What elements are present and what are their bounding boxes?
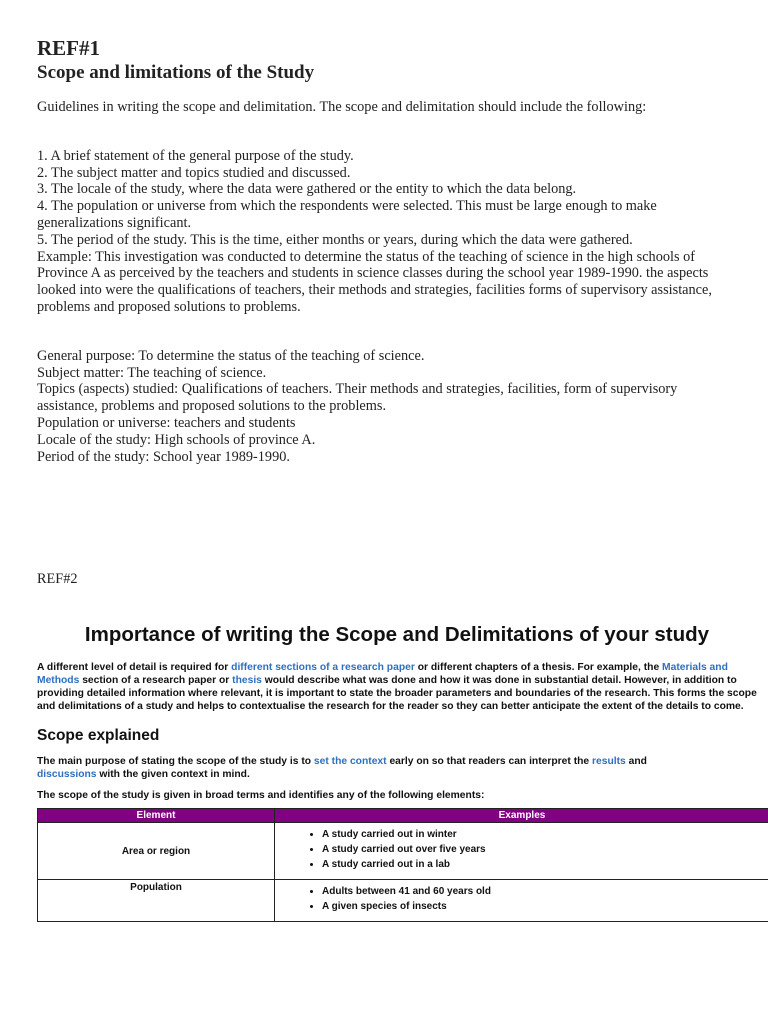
- set-context-link[interactable]: set the context: [313, 756, 387, 767]
- table-row: [38, 880, 768, 922]
- sections-link[interactable]: different sections of a research paper: [231, 662, 415, 673]
- guidelines-list: [37, 148, 737, 316]
- thesis-link[interactable]: thesis: [232, 675, 262, 686]
- list-item: 1. A brief statement of the general purpose of the study.: [37, 147, 354, 164]
- ref2-section: [37, 620, 757, 922]
- list-item: 4. The population or universe from which the respondents were selected. This must be large enough to make generalizations significant.: [37, 198, 657, 231]
- summary-line: Period of the study: School year 1989-1990.: [37, 448, 290, 465]
- list-item: 2. The subject matter and topics studied and discussed.: [37, 164, 351, 181]
- intro-paragraph: A different level of detail is required for different sections of a research paper or different chapters of a thesis. For example, the Materials and Methods section of a research paper or thesis would describe what was done and how it was done in substantial detail. However, in addition to providing detailed information where relevant, it is important to state the broader parameters and boundaries of the research. This forms the scope and delimitations of a study and helps to contextualise the research for the reader so they can better anticipate the extent of the details to come.: [37, 662, 757, 712]
- scope-heading: Scope explained: [37, 727, 160, 744]
- summary-line: General purpose: To determine the status of the teaching of science.: [37, 347, 425, 364]
- examples-cell: [275, 880, 768, 922]
- summary-line: Subject matter: The teaching of science.: [37, 364, 267, 381]
- ref1-section: [37, 36, 737, 465]
- example-item: • A study carried out over five years: [322, 842, 768, 857]
- results-link[interactable]: results: [592, 756, 626, 767]
- list-item: 5. The period of the study. This is the time, either months or years, during which the data were gathered.: [37, 231, 633, 248]
- importance-heading: Importance of writing the Scope and Delimitations of your study: [84, 623, 710, 646]
- list-item: 3. The locale of the study, where the data were gathered or the entity to which the data belong.: [37, 181, 577, 198]
- ref1-label: REF#1: [37, 36, 100, 60]
- header-examples: Examples: [275, 809, 768, 823]
- header-element: Element: [38, 809, 275, 823]
- ref2-label: REF#2: [37, 571, 78, 587]
- summary-block: [37, 348, 737, 466]
- example-item: • A given species of insects: [322, 899, 768, 914]
- element-cell: Area or region: [38, 823, 275, 880]
- ref1-title: Scope and limitations of the Study: [37, 62, 315, 83]
- examples-cell: [275, 823, 768, 880]
- materials-methods-link[interactable]: Materials and Methods: [37, 662, 728, 686]
- discussions-link[interactable]: discussions: [37, 769, 97, 780]
- table-row: [38, 823, 768, 880]
- example-item: • Adults between 41 and 60 years old: [322, 884, 768, 899]
- summary-line: Population or universe: teachers and students: [37, 414, 296, 431]
- element-cell: Population: [38, 880, 275, 922]
- guidelines-text: Guidelines in writing the scope and delimitation. The scope and delimitation should include the following:: [37, 99, 647, 115]
- table-header-row: [38, 809, 768, 823]
- example-paragraph: Example: This investigation was conducted to determine the status of the teaching of science in the high schools of Province A as perceived by the teachers and students in science classes during the school year 1989-1990. the aspects looked into were the qualifications of teachers, their methods and strategies, facilities forms of supervisory assistance, problems and proposed solutions to problems.: [37, 248, 712, 315]
- summary-line: Topics (aspects) studied: Qualifications of teachers. Their methods and strategies, facilities, form of supervisory assistance, problems and proposed solutions to the problems.: [37, 381, 678, 415]
- scope-paragraph: The main purpose of stating the scope of the study is to set the context early on so that readers can interpret the results and discussions with the given context in mind.: [37, 756, 647, 780]
- scope-table: [37, 808, 768, 922]
- scope-elements-text: The scope of the study is given in broad terms and identifies any of the following elements:: [37, 790, 485, 801]
- example-item: • A study carried out in a lab: [322, 857, 768, 872]
- summary-line: Locale of the study: High schools of province A.: [37, 431, 316, 448]
- example-item: • A study carried out in winter: [322, 827, 768, 842]
